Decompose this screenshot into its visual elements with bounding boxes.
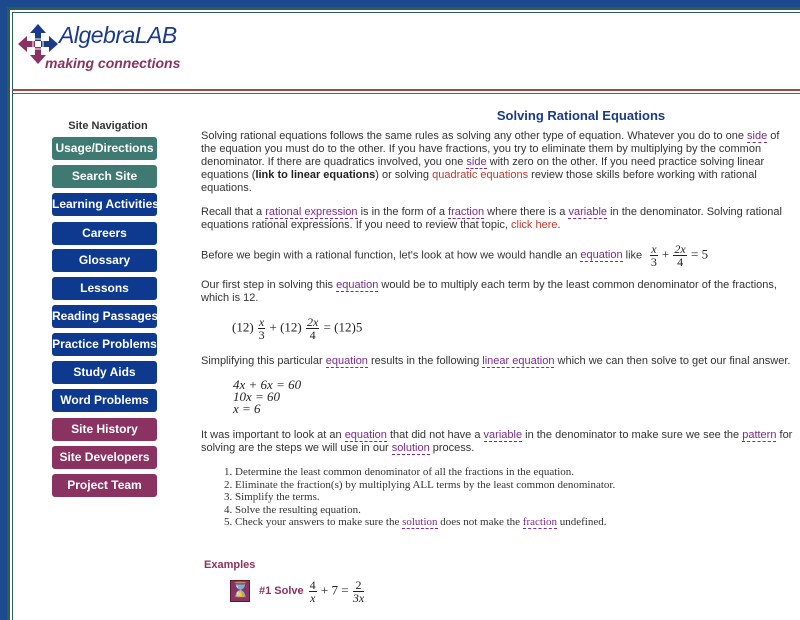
article-content [201,0,793,620]
glossary-link[interactable]: fraction [448,206,485,218]
text: is in the form of a [357,206,449,218]
text: Solving rational equations follows the same rules as solving any other type of equation. Whatever you do to one [201,130,748,142]
text: are the steps we will use in our [238,442,392,454]
solution-line: 10x = 60 [233,389,281,404]
nav-button-project-team[interactable]: Project Team [52,474,157,497]
paragraph-text [201,249,642,262]
text: like [622,249,643,262]
text: other. If you have fractions, you try to eliminate them by multiplying by the common denominator. If there are quadratics involved, you [201,143,762,168]
glossary-link[interactable]: equation [325,355,368,367]
glossary-link[interactable]: side [747,130,768,142]
logo-title: AlgebraLAB [59,22,177,48]
step-item [224,504,793,517]
nav-button-search-site[interactable]: Search Site [52,165,157,188]
glossary-link[interactable]: equation [580,249,623,262]
text: 5. Check your answers to make sure the [224,516,403,528]
text: in the denominator to make sure we see the [522,429,743,441]
nav-button-practice-problems[interactable]: Practice Problems [52,333,157,356]
equation-first: $\frac{x}{3}$ + $\frac{2x}{4}$ = 5 [650,242,709,269]
glossary-link[interactable]: linear equation [482,355,555,367]
text: Simplifying this particular [201,355,326,367]
glossary-link[interactable]: equation [344,429,387,441]
solution-line: 4x + 6x = 60 [233,377,302,392]
glossary-link[interactable]: rational expression [265,206,358,218]
text: ) or solving [375,169,433,181]
text: would be to multiply each term by the least common denominator of the fractions, which is 12. [201,279,777,304]
step-item [224,516,793,529]
text: of the equation you must do to the [201,130,780,155]
solution-line: x = 6 [233,401,261,416]
text: 1. Determine the least common denominator of all the fractions in the equation. [224,466,575,478]
logo-subtitle: making connections [45,55,181,71]
site-navigation-heading: Site Navigation [68,120,148,132]
paragraph [201,243,793,268]
text: Our first step in solving this [201,279,337,291]
page-title: Solving Rational Equations [496,108,666,123]
text: rational expressions. If you need to review that topic, [251,219,512,231]
paragraph [201,130,793,195]
text: process. [429,442,475,454]
nav-button-word-problems[interactable]: Word Problems [52,389,157,412]
text: which we can then solve to get our final answer. [554,355,791,367]
solution-lines [233,379,793,415]
step-item [224,466,793,479]
paragraph [201,429,793,455]
nav-button-learning-activities[interactable]: Learning Activities [52,193,157,216]
nav-button-study-aids[interactable]: Study Aids [52,361,157,384]
text: 2. Eliminate the fraction(s) by multiplying ALL terms by the least common denominator. [224,478,616,491]
glossary-link[interactable]: solution [402,516,438,528]
glossary-link[interactable]: side [466,156,487,168]
link[interactable]: click here [511,219,558,231]
nav-button-glossary[interactable]: Glossary [52,249,157,272]
text: for solving [201,429,793,454]
text: . [557,219,561,231]
text: 4. Solve the resulting equation. [224,503,361,516]
text: in the denominator. Solving rational equations [201,206,782,231]
examples-heading: Examples [204,558,256,571]
paragraph [201,355,793,368]
text: where there is a [484,206,569,218]
text: It was important to look at an [201,429,345,441]
text: Recall that a [201,206,266,218]
step-item [224,479,793,492]
glossary-link[interactable]: variable [483,429,523,441]
text: Before we begin with a rational function, let's look at how we would handle an [201,249,581,262]
glossary-link[interactable]: equation [336,279,379,291]
nav-button-usage-directions[interactable]: Usage/Directions [52,137,157,160]
glossary-link[interactable]: variable [568,206,608,218]
text: results in the following [367,355,483,367]
text: does not make the [437,516,523,528]
nav-button-site-developers[interactable]: Site Developers [52,446,157,469]
link[interactable]: quadratic equations [432,169,529,181]
glossary-link[interactable]: pattern [742,429,777,441]
glossary-link[interactable]: fraction [522,516,557,528]
hourglass-icon[interactable]: ⌛ [230,580,250,602]
example-1-link[interactable]: #1 Solve [259,585,304,597]
equation-multiplied: (12) $\frac{x}{3}$ + (12) $\frac{2x}{4}$ = (12)5 [232,315,363,342]
steps-list [224,466,793,529]
nav-button-careers[interactable]: Careers [52,222,157,245]
glossary-link[interactable]: solution [391,442,430,454]
step-item [224,491,793,504]
text: undefined. [556,516,607,528]
paragraph [201,206,793,232]
nav-button-lessons[interactable]: Lessons [52,277,157,300]
text: one [444,156,467,168]
paragraph [201,279,793,305]
nav-button-reading-passages[interactable]: Reading Passages [52,305,157,328]
text: 3. Simplify the terms. [224,491,320,503]
link[interactable]: link to linear equations [255,169,376,181]
example-1-equation: $\frac{4}{x}$ + 7 = $\frac{2}{3x}$ [309,577,365,605]
text: review those skills before working with rational equations. [201,169,757,194]
text: with zero on the other. If you need practice solving linear equations ( [201,156,765,181]
text: that did not have a [386,429,484,441]
nav-button-site-history[interactable]: Site History [52,418,157,441]
